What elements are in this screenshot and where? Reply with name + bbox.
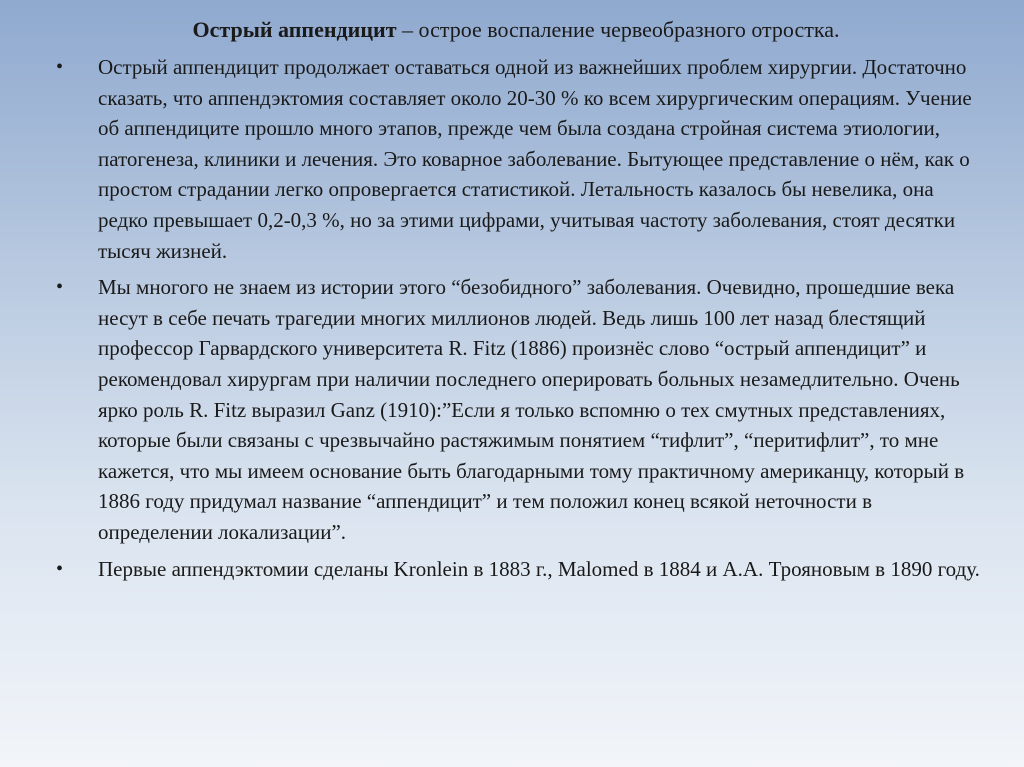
bullet-item: [48, 272, 984, 547]
bullet-item: [48, 554, 984, 585]
bullet-dot-icon: •: [56, 276, 64, 299]
title-definition: – острое воспаление червеобразного отростка.: [396, 17, 840, 42]
title-term: Острый аппендицит: [192, 17, 397, 42]
bullet-list: [48, 52, 984, 584]
bullet-text: Мы многого не знаем из истории этого “безобидного” заболевания. Очевидно, прошедшие века несут в себе печать трагедии многих миллионов людей. Ведь лишь 100 лет назад блестящий профессор Гарвардского университета R. Fitz (1886) произнёс слово “острый аппендицит” и рекомендовал хирургам при наличии последнего оперировать больных незамедлительно. Очень ярко роль R. Fitz выразил Ganz (1910):”Если я только вспомню о тех смутных представлениях, которые были связаны с чрезвычайно растяжимым понятием “тифлит”, “перитифлит”, то мне кажется, что мы имеем основание быть благодарными тому практичному американцу, который в 1886 году придумал название “аппендицит” и тем положил конец всякой неточности в определении локализации”.: [98, 275, 965, 544]
bullet-item: [48, 52, 984, 266]
slide-title: [48, 14, 984, 46]
bullet-dot-icon: •: [56, 557, 64, 580]
bullet-dot-icon: •: [56, 56, 64, 78]
bullet-text: Острый аппендицит продолжает оставаться одной из важнейших проблем хирургии. Достаточно сказать, что аппендэктомия составляет около 20-30 % ко всем хирургическим операциям. Учение об аппендиците прошло много этапов, прежде чем была создана стройная система этиологии, патогенеза, клиники и лечения. Это коварное заболевание. Бытующее представление о нём, как о простом страдании легко опровергается статистикой. Летальность казалось бы невелика, она редко превышает 0,2-0,3 %, но за этими цифрами, учитывая частоту заболевания, стоят десятки тысяч жизней.: [98, 55, 972, 263]
bullet-text: Первые аппендэктомии сделаны Kronlein в 1883 г., Malomed в 1884 и А.А. Трояновым в 1890 году.: [98, 556, 980, 581]
